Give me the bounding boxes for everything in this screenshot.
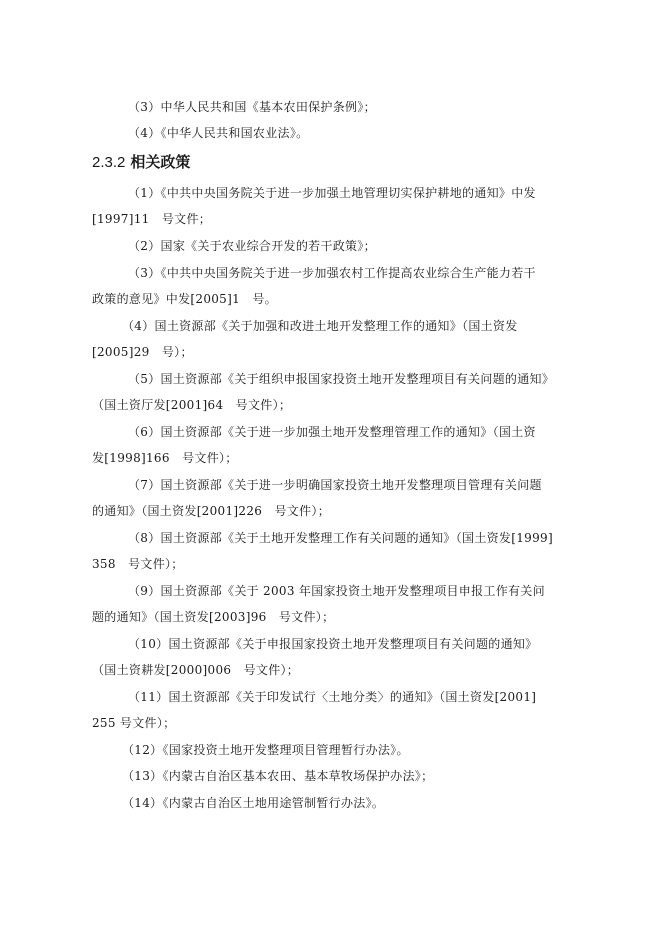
policy-line: 题的通知》（国土资发[2003]96 号文件）； (92, 610, 335, 624)
policy-line: 的通知》（国土资发[2001]226 号文件）； (92, 504, 331, 518)
policy-line: （4）国土资源部《关于加强和改进土地开发整理工作的通知》（国土资发 (122, 319, 518, 333)
policy-line: （7）国土资源部《关于进一步明确国家投资土地开发整理项目管理有关问题 (128, 478, 542, 492)
policy-line: （14）《内蒙古自治区土地用途管制暂行办法》。 (122, 796, 385, 810)
policy-line: 255 号文件）； (92, 716, 176, 730)
policy-line: （1）《中共中央国务院关于进一步加强土地管理切实保护耕地的通知》中发 (128, 186, 536, 200)
policy-line: （9）国土资源部《关于 2003 年国家投资土地开发整理项目申报工作有关问 (128, 584, 545, 598)
policy-line: 358 号文件）； (92, 557, 184, 571)
policy-line: （12）《国家投资土地开发整理项目管理暂行办法》。 (122, 743, 409, 757)
policy-line: 发[1998]166 号文件）； (92, 451, 238, 465)
list-item-3: （3）中华人民共和国《基本农田保护条例》； (128, 100, 376, 114)
list-item-4: （4）《中华人民共和国农业法》。 (128, 126, 309, 140)
policy-line: （3）《中共中央国务院关于进一步加强农村工作提高农业综合生产能力若干 (128, 266, 536, 280)
policy-line: （2）国家《关于农业综合开发的若干政策》； (128, 239, 376, 253)
policy-line: 政策的意见》中发[2005]1 号。 (92, 292, 277, 306)
policy-line: （5）国土资源部《关于组织申报国家投资土地开发整理项目有关问题的通知》 (128, 372, 555, 386)
section-number: 2.3.2 (92, 154, 126, 171)
policy-line: （国土资厅发[2001]64 号文件）； (92, 398, 292, 412)
policy-line: （10）国土资源部《关于申报国家投资土地开发整理项目有关问题的通知》 (128, 637, 538, 651)
policy-line: （11）国土资源部《关于印发试行〈土地分类〉的通知》（国土资发[2001] (128, 690, 537, 704)
policy-line: （国土资耕发[2000]006 号文件）； (92, 663, 300, 677)
policy-line: （13）《内蒙古自治区基本农田、基本草牧场保护办法》； (122, 769, 434, 783)
policy-line: [2005]29 号）； (92, 345, 193, 359)
policy-line: （6）国土资源部《关于进一步加强土地开发整理管理工作的通知》（国土资 (128, 425, 536, 439)
section-title: 相关政策 (130, 153, 191, 171)
policy-line: （8）国土资源部《关于土地开发整理工作有关问题的通知》（国土资发[1999] (128, 531, 553, 545)
section-heading (92, 153, 190, 172)
policy-line: [1997]11 号文件； (92, 212, 212, 226)
